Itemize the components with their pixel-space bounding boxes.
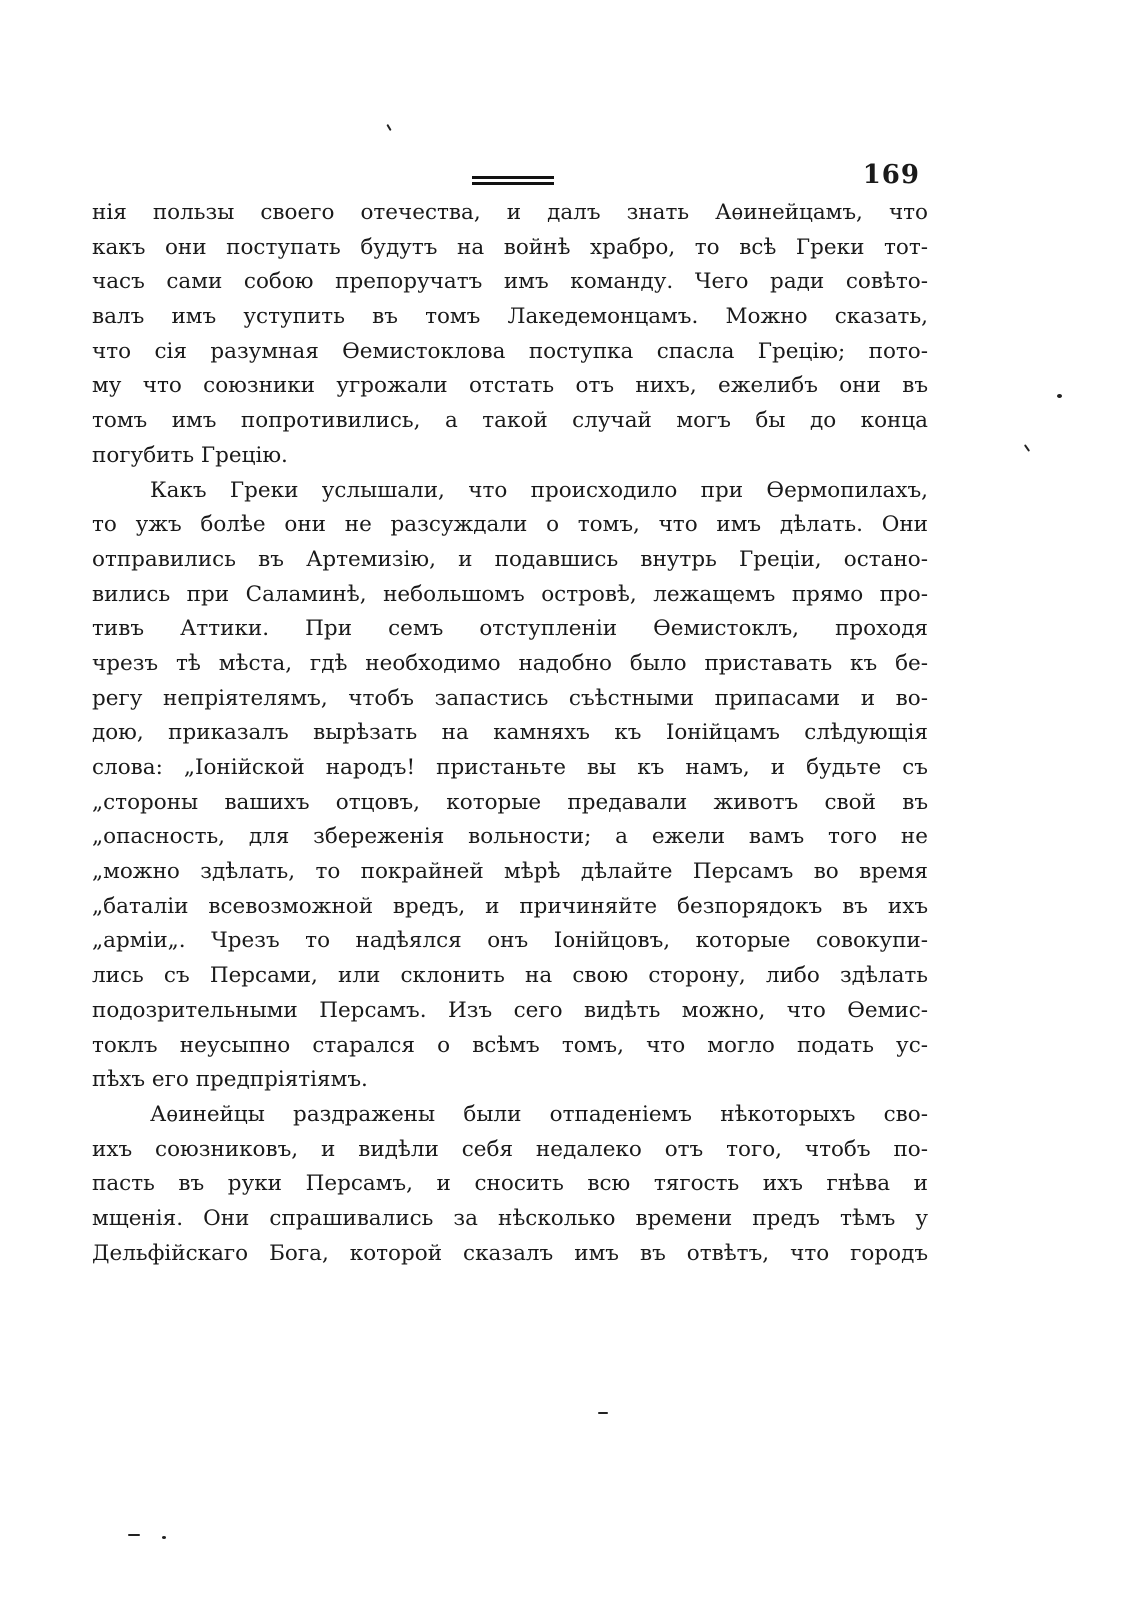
page-header xyxy=(90,158,930,198)
text-line: тивъ Аттики. При семъ отступленіи Ѳемистоклъ, проходя xyxy=(92,616,928,642)
scan-speck xyxy=(1024,444,1030,452)
paragraph-3 xyxy=(92,1098,928,1271)
paragraph-1 xyxy=(92,196,928,474)
page-number: 169 xyxy=(862,160,920,190)
text-line: вились при Саламинѣ, небольшомъ островѣ, лежащемъ прямо про- xyxy=(92,581,928,607)
text-line: регу непріятелямъ, чтобъ запастись съѣстными припасами и во- xyxy=(92,685,928,711)
text-line: часъ сами собою препоручатъ имъ команду. Чего ради совѣто- xyxy=(92,269,928,295)
text-line: „баталіи всевозможной вредъ, и причиняйте безпорядокъ въ ихъ xyxy=(92,893,928,919)
text-line: Дельфійскаго Бога, которой сказалъ имъ въ отвѣтъ, что городъ xyxy=(92,1240,928,1266)
paragraph-2 xyxy=(92,474,928,1098)
text-line: томъ имъ попротивились, а такой случай могъ бы до конца xyxy=(92,408,928,434)
text-line: отправились въ Артемизію, и подавшись внутрь Греціи, остано- xyxy=(92,546,928,572)
text-line: пѣхъ его предпріятіямъ. xyxy=(92,1067,368,1093)
scan-speck xyxy=(386,124,391,131)
text-line: „арміи„. Чрезъ то надѣялся онъ Іонійцовъ, которые совокупи- xyxy=(92,928,928,954)
text-line: Какъ Греки услышали, что происходило при Ѳермопилахъ, xyxy=(150,477,928,503)
text-line: какъ они поступать будутъ на войнѣ храбро, то всѣ Греки тот- xyxy=(92,234,928,260)
text-line: чрезъ тѣ мѣста, гдѣ необходимо надобно было приставать къ бе- xyxy=(92,650,928,676)
text-line: подозрительными Персамъ. Изъ сего видѣть можно, что Ѳемис- xyxy=(92,997,928,1023)
scan-speck xyxy=(1057,394,1062,398)
text-line: мщенія. Они спрашивались за нѣсколько времени предъ тѣмъ у xyxy=(92,1205,928,1231)
text-line: нія пользы своего отечества, и далъ знать Аѳинейцамъ, что xyxy=(92,200,928,225)
text-line: „можно здѣлать, то покрайней мѣрѣ дѣлайте Персамъ во время xyxy=(92,859,928,885)
text-line: погубить Грецію. xyxy=(92,442,288,468)
text-line: лись съ Персами, или склонить на свою сторону, либо здѣлать xyxy=(92,963,928,989)
text-line: Аѳинейцы раздражены были отпаденіемъ нѣкоторыхъ сво- xyxy=(150,1101,928,1127)
text-line: слова: „Іонійской народъ! пристаньте вы къ намъ, и будьте съ xyxy=(92,755,928,780)
text-line: „стороны вашихъ отцовъ, которые предавали животъ свой въ xyxy=(92,789,928,815)
text-line: „опасность, для збереженія вольности; а ежели вамъ того не xyxy=(92,824,928,850)
body-text xyxy=(92,196,928,1271)
text-line: то ужъ болѣе они не разсуждали о томъ, что имъ дѣлать. Они xyxy=(92,512,928,538)
header-ornament xyxy=(472,176,554,186)
scan-speck xyxy=(598,1412,608,1414)
text-line: дою, приказалъ вырѣзать на камняхъ къ Іонійцамъ слѣдующія xyxy=(92,720,928,746)
text-line: что сія разумная Ѳемистоклова поступка спасла Грецію; пото- xyxy=(92,338,928,364)
text-line: му что союзники угрожали отстать отъ нихъ, ежелибъ они въ xyxy=(92,373,928,399)
scan-speck xyxy=(128,1534,140,1536)
text-line: ихъ союзниковъ, и видѣли себя недалеко отъ того, чтобъ по- xyxy=(92,1136,928,1162)
text-line: пасть въ руки Персамъ, и сносить всю тягость ихъ гнѣва и xyxy=(92,1171,928,1197)
text-line: токлъ неусыпно старался о всѣмъ томъ, что могло подать ус- xyxy=(92,1032,928,1058)
scan-speck xyxy=(162,1536,166,1539)
text-line: валъ имъ уступить въ томъ Лакедемонцамъ. Можно сказать, xyxy=(92,304,928,330)
